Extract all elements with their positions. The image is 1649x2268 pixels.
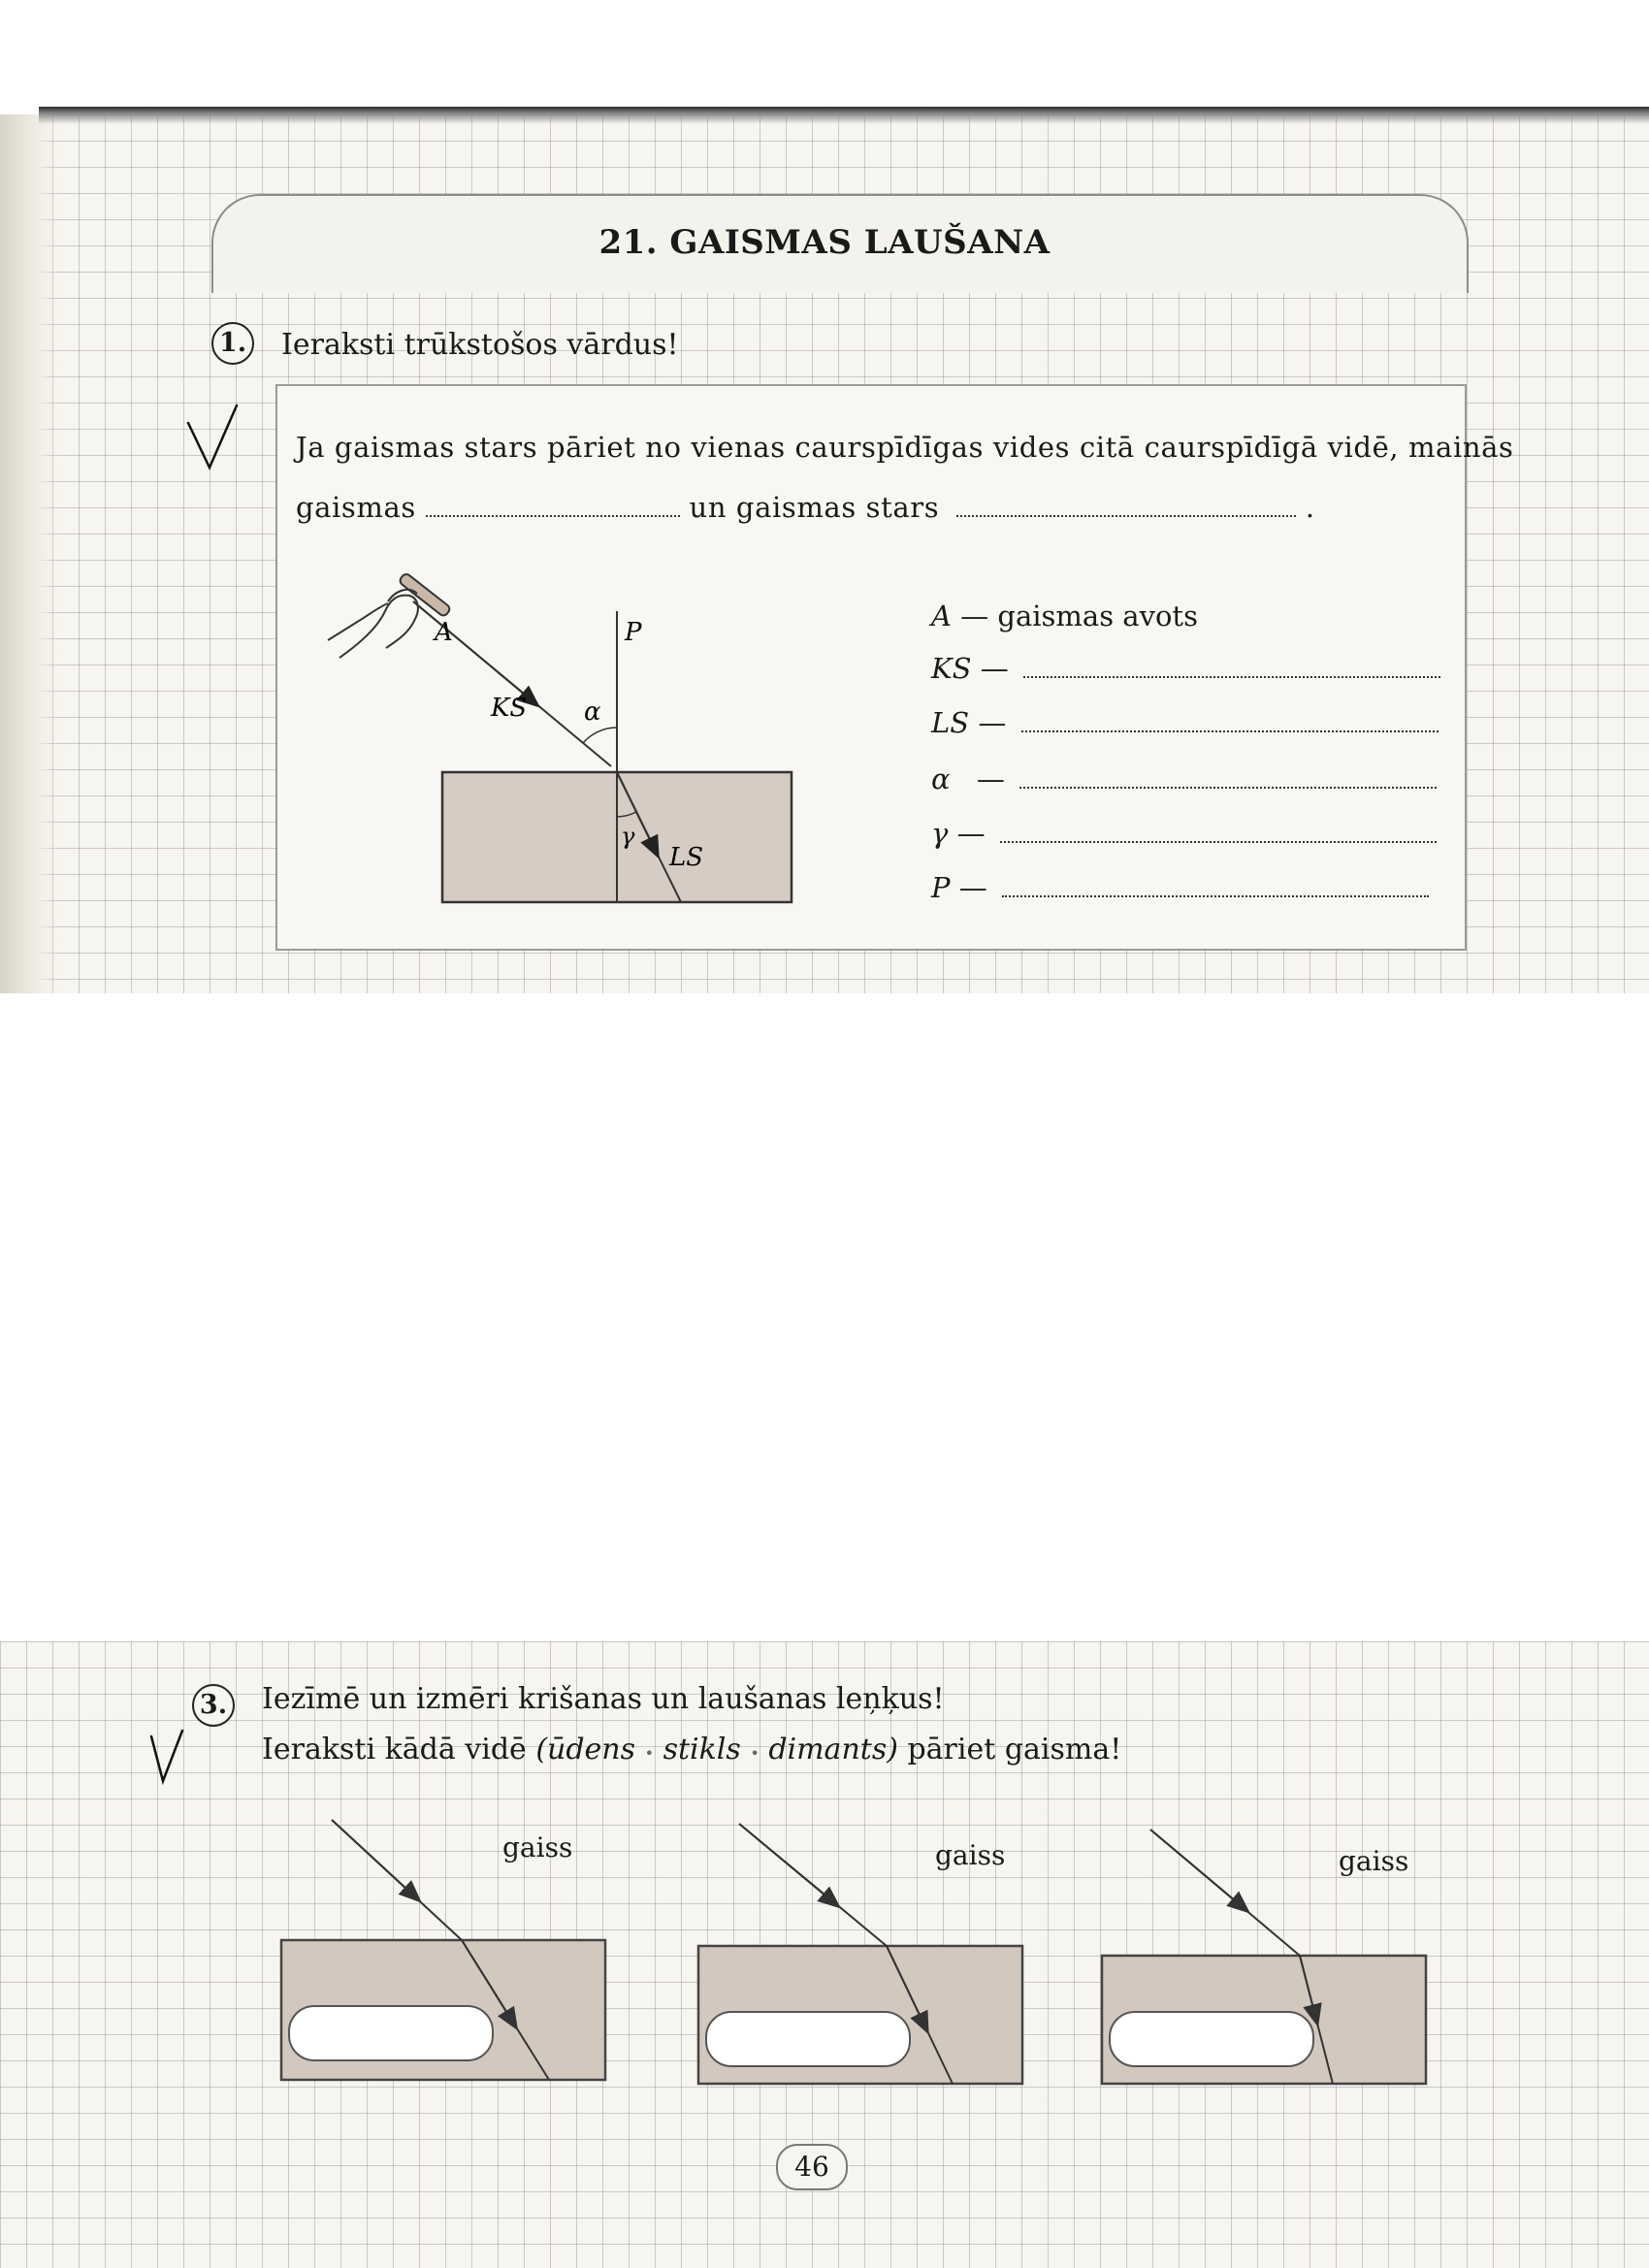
page-top-edge (39, 107, 1649, 124)
check-mark-icon (144, 1723, 192, 1791)
blank-field-2[interactable] (956, 494, 1296, 517)
label-P: P (625, 618, 642, 647)
label-A: A (435, 618, 453, 647)
task3-panels (272, 1804, 1436, 2105)
answer-field-3[interactable] (1110, 2012, 1313, 2066)
task3-instruction-line2: Ieraksti kādā vidē (ūdens • stikls • dimants) pāriet gaisma! (262, 1733, 1122, 1766)
page-number: 46 (776, 2144, 848, 2190)
sentence-word-gaismas: gaismas (296, 491, 416, 524)
task1-number: 1. (211, 322, 254, 365)
incident-ray-arrow (413, 601, 537, 705)
sentence-end: . (1305, 491, 1315, 524)
task3-instruction-line1: Iezīmē un izmēri krišanas un laušanas leņķus! (262, 1682, 945, 1716)
task1-instruction: Ieraksti trūkstošos vārdus! (281, 328, 679, 362)
blank-field-1[interactable] (426, 494, 680, 517)
legend-row-gamma: γ — (931, 817, 1437, 850)
legend-row-KS: KS — (931, 652, 1440, 685)
legend-row-alpha: α — (931, 762, 1437, 795)
label-gamma: γ (621, 823, 635, 850)
label-alpha: α (584, 697, 601, 727)
page-title: 21. GAISMAS LAUŠANA (598, 223, 1051, 262)
legend-blank-alpha[interactable] (1019, 765, 1437, 789)
task1-sentence-line1: Ja gaismas stars pāriet no vienas caurspīdīgas vides citā caurspīdīgā vidē, mainās (296, 431, 1514, 464)
panel-1-label: gaiss (502, 1831, 573, 1863)
alpha-arc (583, 728, 617, 743)
legend-blank-LS[interactable] (1021, 709, 1439, 732)
task1-sentence-line2 (296, 491, 1315, 524)
legend-row-LS: LS — (931, 706, 1439, 739)
legend-blank-gamma[interactable] (1000, 820, 1437, 843)
answer-field-2[interactable] (706, 2012, 910, 2066)
refraction-diagram (320, 543, 824, 922)
label-LS: LS (669, 843, 704, 872)
legend-row-A: A — gaismas avots (931, 599, 1198, 632)
panel-3-label: gaiss (1339, 1845, 1409, 1877)
legend-blank-KS[interactable] (1023, 655, 1440, 678)
panel-2-label: gaiss (935, 1839, 1006, 1871)
answer-field-1[interactable] (289, 2006, 493, 2060)
task3-number: 3. (192, 1684, 235, 1727)
hand-light-source-icon (328, 572, 451, 658)
check-mark-icon (180, 400, 248, 477)
legend-row-P: P — (931, 871, 1429, 904)
legend-blank-P[interactable] (1002, 874, 1429, 897)
label-KS: KS (491, 694, 528, 723)
sentence-word-stars: un gaismas stars (689, 491, 940, 524)
